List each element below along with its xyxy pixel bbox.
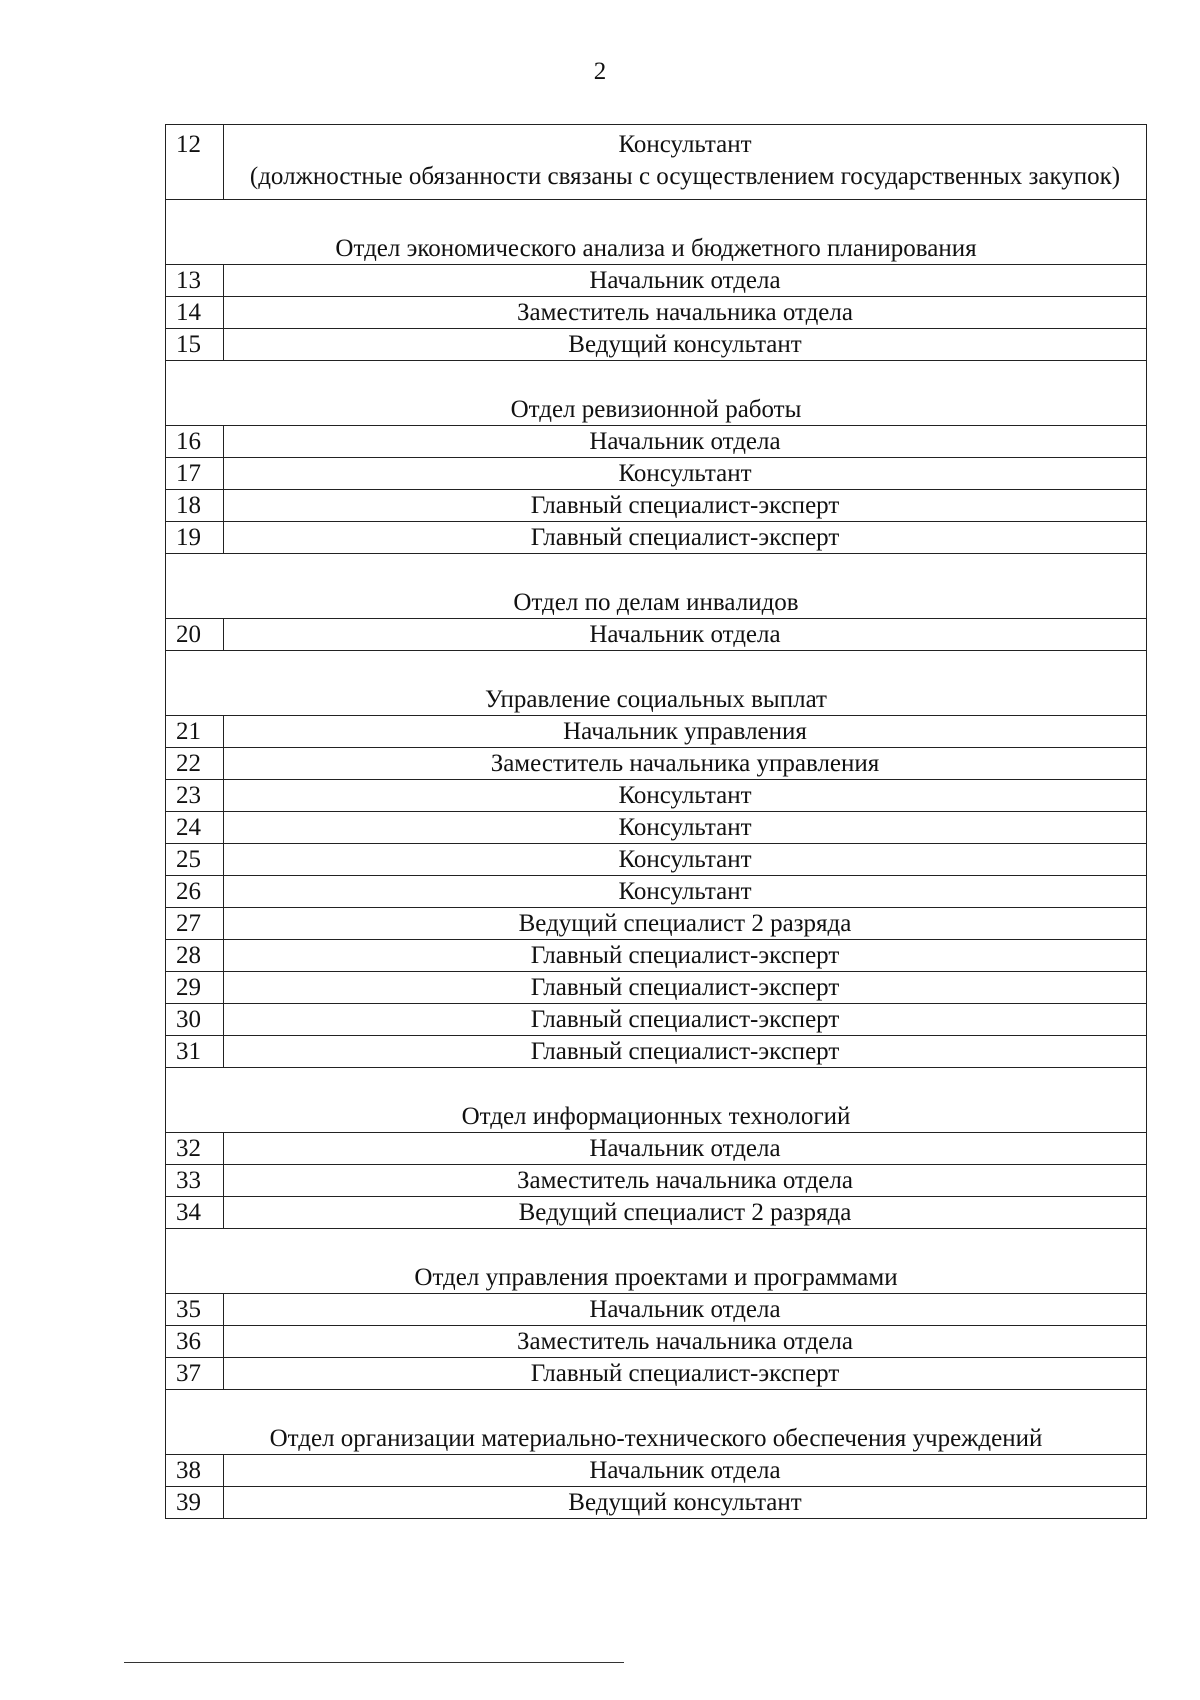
position-title: Консультант: [618, 131, 752, 158]
row-number: 32: [166, 1133, 224, 1165]
table-row: [166, 125, 1147, 200]
position-title: Главный специалист-эксперт: [224, 940, 1147, 972]
row-number: 19: [166, 522, 224, 554]
row-number: 29: [166, 972, 224, 1004]
row-number: 12: [166, 125, 224, 200]
table-row: [166, 297, 1147, 329]
table-row: [166, 426, 1147, 458]
section-title: Отдел ревизионной работы: [166, 361, 1147, 426]
position-title: Заместитель начальника отдела: [224, 1326, 1147, 1358]
table-row: [166, 940, 1147, 972]
section-title: Управление социальных выплат: [166, 651, 1147, 716]
position-title: Ведущий консультант: [224, 1487, 1147, 1519]
position-title: Начальник отдела: [224, 426, 1147, 458]
row-number: 34: [166, 1197, 224, 1229]
table-row: [166, 619, 1147, 651]
position-title: Консультант: [224, 876, 1147, 908]
page-number: 2: [593, 58, 607, 85]
section-title: Отдел организации материально-технического обеспечения учреждений: [166, 1390, 1147, 1455]
position-title: Заместитель начальника отдела: [224, 297, 1147, 329]
table-row: [166, 1326, 1147, 1358]
row-number: 22: [166, 748, 224, 780]
position-note: (должностные обязанности связаны с осуществлением государственных закупок): [249, 163, 1121, 190]
table-row: [166, 1358, 1147, 1390]
table-row: [166, 1197, 1147, 1229]
position-title: Консультант: [224, 844, 1147, 876]
table-row: [166, 780, 1147, 812]
row-number: 23: [166, 780, 224, 812]
position-title: Консультант: [224, 812, 1147, 844]
position-title: Ведущий специалист 2 разряда: [224, 908, 1147, 940]
table-row: [166, 458, 1147, 490]
row-number: 36: [166, 1326, 224, 1358]
section-title: Отдел управления проектами и программами: [166, 1229, 1147, 1294]
section-header-row: [166, 1068, 1147, 1133]
row-number: 33: [166, 1165, 224, 1197]
table-row: [166, 876, 1147, 908]
row-number: 26: [166, 876, 224, 908]
row-number: 39: [166, 1487, 224, 1519]
row-number: 28: [166, 940, 224, 972]
row-number: 15: [166, 329, 224, 361]
table-row: [166, 1036, 1147, 1068]
row-number: 18: [166, 490, 224, 522]
position-title: Главный специалист-эксперт: [224, 1004, 1147, 1036]
section-title: Отдел по делам инвалидов: [166, 554, 1147, 619]
position-title: Начальник отдела: [224, 265, 1147, 297]
row-number: 14: [166, 297, 224, 329]
position-title: Начальник отдела: [224, 619, 1147, 651]
table-row: [166, 844, 1147, 876]
table-row: [166, 812, 1147, 844]
row-number: 38: [166, 1455, 224, 1487]
position-title: Начальник отдела: [224, 1455, 1147, 1487]
table-row: [166, 265, 1147, 297]
position-title: Начальник отдела: [224, 1133, 1147, 1165]
table-row: [166, 1165, 1147, 1197]
position-title: Начальник отдела: [224, 1294, 1147, 1326]
table-row: [166, 522, 1147, 554]
section-header-row: [166, 554, 1147, 619]
section-title: Отдел экономического анализа и бюджетного планирования: [166, 200, 1147, 265]
position-title: Ведущий специалист 2 разряда: [224, 1197, 1147, 1229]
table-row: [166, 972, 1147, 1004]
position-title-cell: [224, 125, 1147, 200]
positions-table: [165, 124, 1147, 1519]
row-number: 24: [166, 812, 224, 844]
row-number: 20: [166, 619, 224, 651]
section-header-row: [166, 1229, 1147, 1294]
position-title: Ведущий консультант: [224, 329, 1147, 361]
position-title: Консультант: [224, 780, 1147, 812]
row-number: 31: [166, 1036, 224, 1068]
table-row: [166, 748, 1147, 780]
section-header-row: [166, 651, 1147, 716]
section-header-row: [166, 361, 1147, 426]
table-row: [166, 329, 1147, 361]
position-title: Заместитель начальника управления: [224, 748, 1147, 780]
table-row: [166, 908, 1147, 940]
position-title: Главный специалист-эксперт: [224, 1358, 1147, 1390]
table-row: [166, 1487, 1147, 1519]
position-title: Главный специалист-эксперт: [224, 490, 1147, 522]
position-title: Заместитель начальника отдела: [224, 1165, 1147, 1197]
row-number: 21: [166, 716, 224, 748]
row-number: 17: [166, 458, 224, 490]
section-header-row: [166, 200, 1147, 265]
row-number: 37: [166, 1358, 224, 1390]
table-row: [166, 1004, 1147, 1036]
positions-table-body: [166, 125, 1147, 1519]
row-number: 25: [166, 844, 224, 876]
position-title: Начальник управления: [224, 716, 1147, 748]
position-title: Главный специалист-эксперт: [224, 1036, 1147, 1068]
table-row: [166, 1133, 1147, 1165]
table-row: [166, 716, 1147, 748]
section-title: Отдел информационных технологий: [166, 1068, 1147, 1133]
table-row: [166, 490, 1147, 522]
position-title: Консультант: [224, 458, 1147, 490]
row-number: 35: [166, 1294, 224, 1326]
row-number: 30: [166, 1004, 224, 1036]
row-number: 16: [166, 426, 224, 458]
position-title: Главный специалист-эксперт: [224, 972, 1147, 1004]
footer-divider: [124, 1662, 624, 1663]
row-number: 27: [166, 908, 224, 940]
row-number: 13: [166, 265, 224, 297]
section-header-row: [166, 1390, 1147, 1455]
table-row: [166, 1455, 1147, 1487]
table-row: [166, 1294, 1147, 1326]
position-title: Главный специалист-эксперт: [224, 522, 1147, 554]
